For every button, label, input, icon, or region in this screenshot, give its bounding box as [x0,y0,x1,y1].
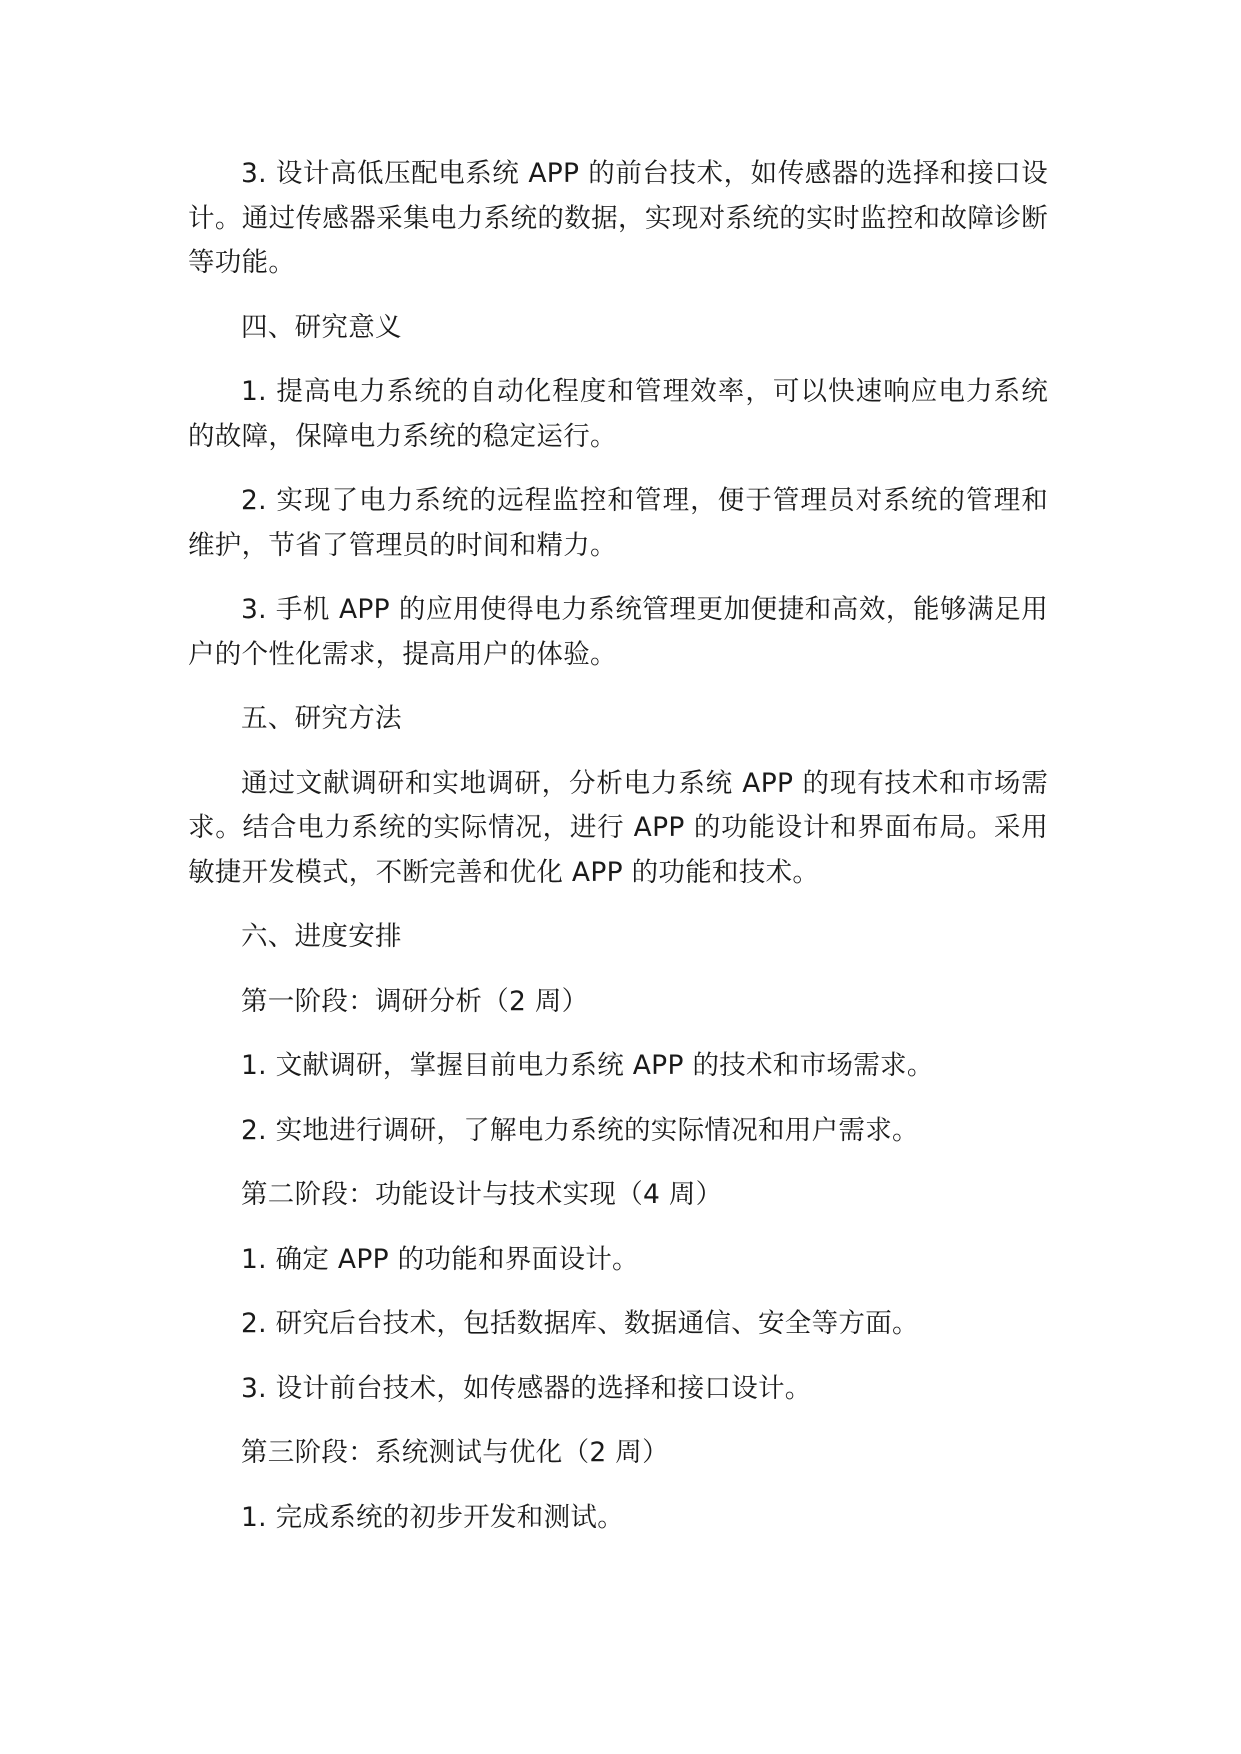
heading-research-significance: 四、研究意义 [241,311,402,343]
paragraph-significance-2: 2. 实现了电力系统的远程监控和管理，便于管理员对系统的管理和维护，节省了管理员的时间和精力。 [188,485,1048,561]
stage-2-title: 第二阶段：功能设计与技术实现（4 周） [241,1179,723,1210]
stage-2-item-3: 3. 设计前台技术，如传感器的选择和接口设计。 [241,1372,812,1404]
paragraph-research-method: 通过文献调研和实地调研，分析电力系统 APP 的现有技术和市场需求。结合电力系统的实际情况，进行 APP 的功能设计和界面布局。采用敏捷开发模式，不断完善和优化 APP 的功能和技术。 [188,767,1048,888]
stage-1-title: 第一阶段：调研分析（2 周） [241,985,589,1017]
heading-schedule: 六、进度安排 [241,921,402,952]
stage-3-item-1: 1. 完成系统的初步开发和测试。 [241,1501,625,1533]
stage-1-item-2: 2. 实地进行调研，了解电力系统的实际情况和用户需求。 [241,1114,919,1146]
stage-2-item-1: 1. 确定 APP 的功能和界面设计。 [241,1243,639,1275]
paragraph-frontend-design: 3. 设计高低压配电系统 APP 的前台技术，如传感器的选择和接口设计。通过传感器采集电力系统的数据，实现对系统的实时监控和故障诊断等功能。 [188,158,1048,278]
stage-2-item-2: 2. 研究后台技术，包括数据库、数据通信、安全等方面。 [241,1308,919,1339]
paragraph-significance-1: 1. 提高电力系统的自动化程度和管理效率，可以快速响应电力系统的故障，保障电力系统的稳定运行。 [188,376,1048,452]
heading-research-method: 五、研究方法 [241,703,402,734]
stage-1-item-1: 1. 文献调研，掌握目前电力系统 APP 的技术和市场需求。 [241,1050,934,1081]
stage-3-title: 第三阶段：系统测试与优化（2 周） [241,1437,669,1468]
document-body [188,152,1048,1540]
paragraph-significance-3: 3. 手机 APP 的应用使得电力系统管理更加便捷和高效，能够满足用户的个性化需求，提高用户的体验。 [188,594,1048,670]
